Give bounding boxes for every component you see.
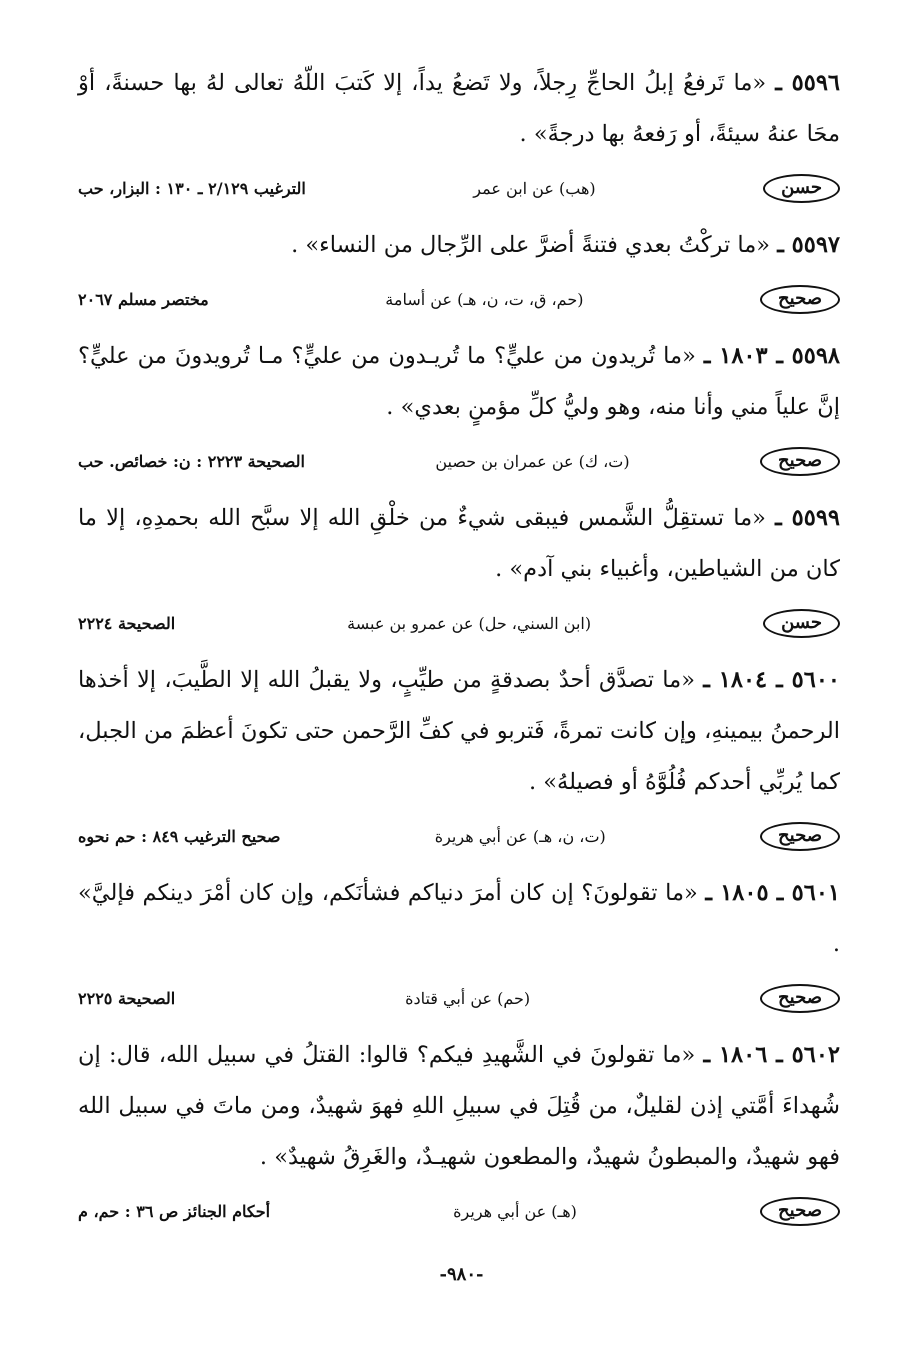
hadith-source: (ت، ن، هـ) عن أبي هريرة xyxy=(434,826,606,846)
hadith-meta xyxy=(78,435,840,487)
hadith-text: «ما تركْتُ بعدي فتنةً أضرَّ على الرِّجال من النساء» . xyxy=(291,232,771,258)
hadith-meta xyxy=(78,597,840,649)
hadith-text-block xyxy=(78,58,840,160)
grade-badge: صحيح xyxy=(760,822,840,851)
hadith-text-block xyxy=(78,1030,840,1183)
grade-badge: حسن xyxy=(763,609,840,638)
hadith-text-block xyxy=(78,220,840,271)
grade-badge: صحيح xyxy=(760,285,840,314)
hadith-source: (ابن السني، حل) عن عمرو بن عبسة xyxy=(347,613,592,633)
hadith-number: ٥٥٩٦ ـ xyxy=(775,70,840,96)
hadith-5600 xyxy=(78,655,840,862)
hadith-number: ٥٥٩٨ ـ ١٨٠٣ ـ xyxy=(703,343,841,369)
hadith-text: «ما تقولونَ في الشَّهيدِ فيكم؟ قالوا: القتلُ في سبيل الله، قال: إن شُهداءَ أمَّتي إذن لقليلٌ، من قُتِلَ في سبيلِ اللهِ فهوَ شهيدٌ، ومن ماتَ في سبيل الله فهو شهيدٌ، والمبطونُ شهيدٌ، والمطعون شهيـدٌ، والغَرِقُ شهيدٌ» . xyxy=(78,1042,840,1170)
hadith-reference: مختصر مسلم ٢٠٦٧ xyxy=(78,289,209,309)
hadith-meta xyxy=(78,810,840,862)
grade-badge: صحيح xyxy=(760,984,840,1013)
grade-badge: صحيح xyxy=(760,447,840,476)
hadith-source: (حم، ق، ت، ن، هـ) عن أسامة xyxy=(385,289,584,309)
hadith-5597 xyxy=(78,220,840,325)
hadith-number: ٥٥٩٩ ـ xyxy=(775,505,840,531)
hadith-source: (حم) عن أبي قتادة xyxy=(405,988,531,1008)
hadith-reference: الصحيحة ٢٢٢٣ : ن: خصائص. حب xyxy=(78,451,305,471)
hadith-5599 xyxy=(78,493,840,649)
hadith-text: «ما تصدَّق أحدٌ بصدقةٍ من طيِّبٍ، ولا يقبلُ الله إلا الطَّيبَ، إلا أخذها الرحمنُ بيمينهِ، وإن كانت تمرةً، فَتربو في كفِّ الرَّحمن حتى تكونَ أعظمَ من الجبل، كما يُربِّي أحدكم فُلُوَّهُ أو فصيلهُ» . xyxy=(78,667,840,795)
hadith-text-block xyxy=(78,493,840,595)
hadith-reference: صحيح الترغيب ٨٤٩ : حم نحوه xyxy=(78,826,281,846)
hadith-source: (هـ) عن أبي هريرة xyxy=(453,1201,577,1221)
hadith-text: «ما تَرفعُ إبلُ الحاجِّ رِجلاً، ولا تَضعُ يداً، إلا كَتبَ اللّهُ تعالى لهُ بها حسنةً، أوْ محَا عنهُ سيئةً، أو رَفعهُ بها درجةً» . xyxy=(78,70,840,147)
hadith-source: (هب) عن ابن عمر xyxy=(473,178,596,198)
hadith-number: ٥٥٩٧ ـ xyxy=(777,232,840,258)
hadith-text-block xyxy=(78,868,840,970)
hadith-meta xyxy=(78,972,840,1024)
hadith-5602 xyxy=(78,1030,840,1237)
hadith-meta xyxy=(78,1185,840,1237)
hadith-text-block xyxy=(78,331,840,433)
hadith-reference: أحكام الجنائز ص ٣٦ : حم، م xyxy=(78,1201,271,1221)
hadith-text: «ما تقولونَ؟ إن كان أمرَ دنياكم فشأنَكم، وإن كان أمْرَ دينكم فإليَّ» . xyxy=(78,880,840,957)
hadith-meta xyxy=(78,162,840,214)
hadith-number: ٥٦٠٠ ـ ١٨٠٤ ـ xyxy=(703,667,840,693)
grade-badge: حسن xyxy=(763,174,840,203)
hadith-number: ٥٦٠١ ـ ١٨٠٥ ـ xyxy=(705,880,840,906)
hadith-reference: الصحيحة ٢٢٢٤ xyxy=(78,613,176,633)
hadith-5596 xyxy=(78,58,840,214)
hadith-text-block xyxy=(78,655,840,808)
hadith-reference: الترغيب ٢/١٢٩ ـ ١٣٠ : البزار، حب xyxy=(78,178,306,198)
hadith-reference: الصحيحة ٢٢٢٥ xyxy=(78,988,176,1008)
page-number: -٩٨٠- xyxy=(439,1264,484,1285)
hadith-text: «ما تُريدون من عليٍّ؟ ما تُريـدون من عليٍّ؟ مـا تُرويدونَ من عليٍّ؟ إنَّ علياً مني وأنا منه، وهو وليُّ كلِّ مؤمنٍ بعدي» . xyxy=(78,343,840,420)
hadith-meta xyxy=(78,273,840,325)
hadith-source: (ت، ك) عن عمران بن حصين xyxy=(435,451,630,471)
hadith-5598 xyxy=(78,331,840,487)
page-content xyxy=(78,58,840,1243)
hadith-5601 xyxy=(78,868,840,1024)
hadith-number: ٥٦٠٢ ـ ١٨٠٦ ـ xyxy=(703,1042,840,1068)
grade-badge: صحيح xyxy=(760,1197,840,1226)
hadith-text: «ما تستقِلُّ الشَّمس فيبقى شيءٌ من خلْقِ الله إلا سبَّح الله بحمدِهِ، إلا ما كان من الشياطين، وأغبياء بني آدم» . xyxy=(78,505,840,582)
